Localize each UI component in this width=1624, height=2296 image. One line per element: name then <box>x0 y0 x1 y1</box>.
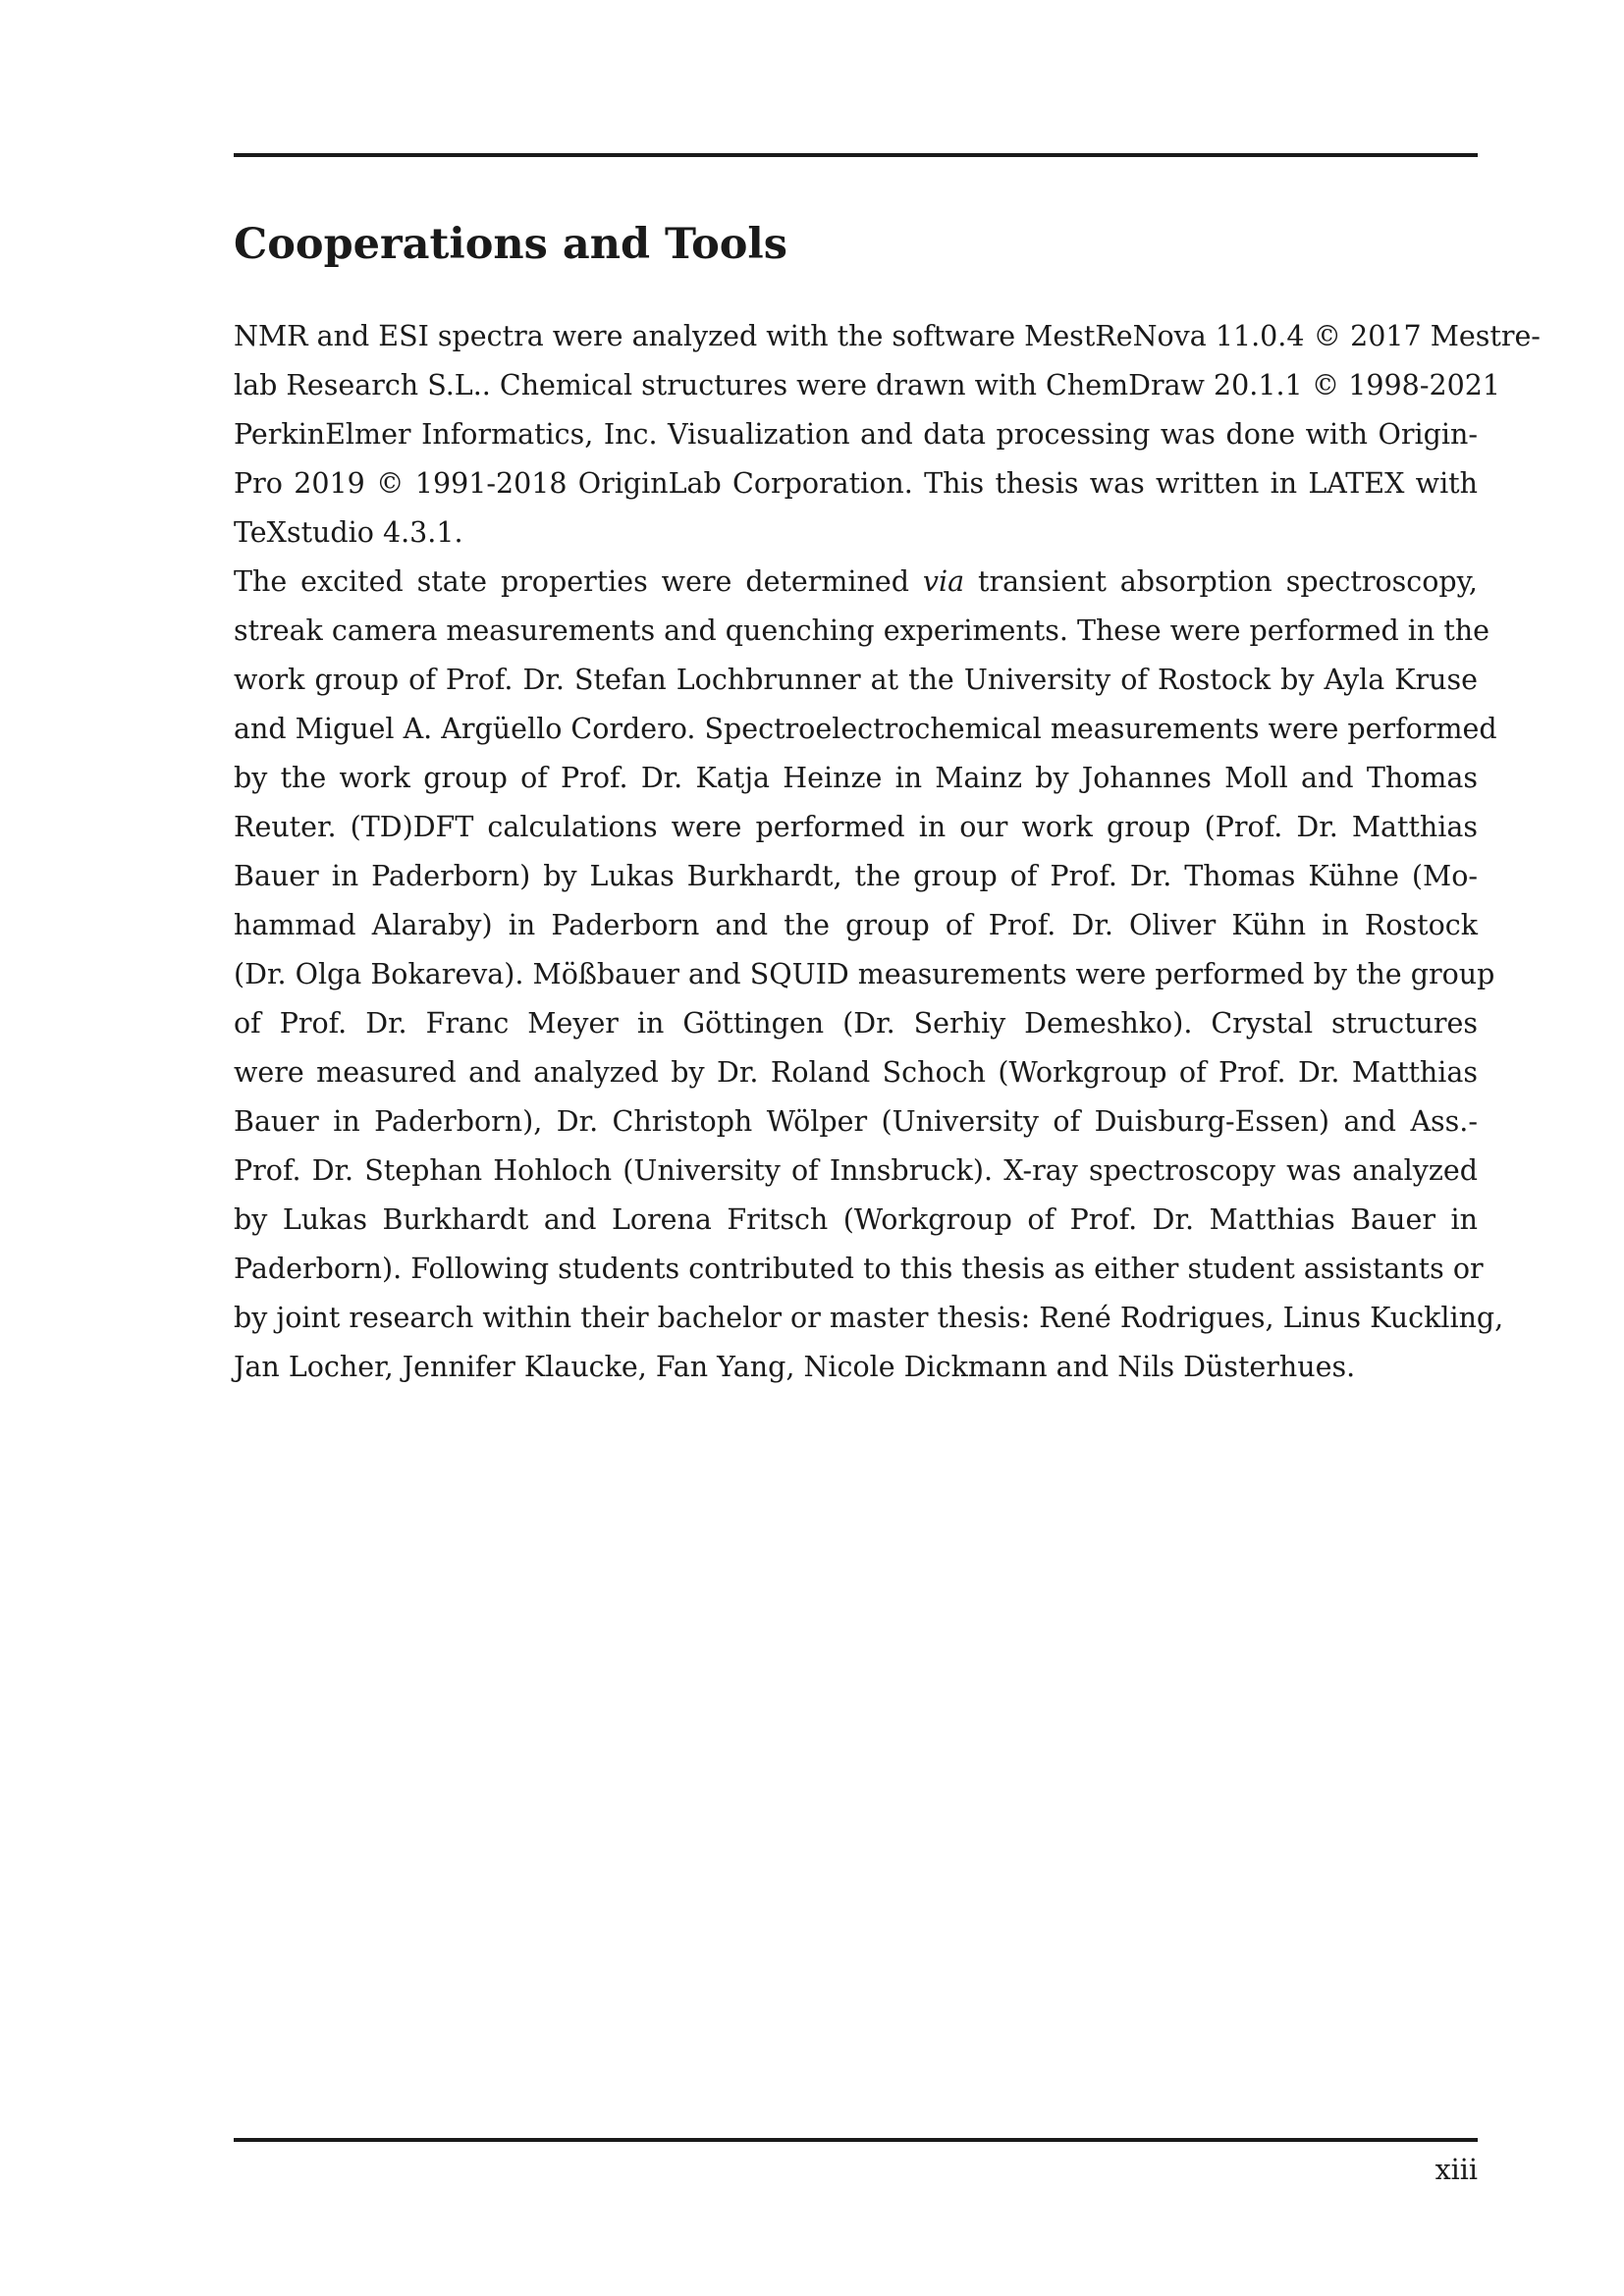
paragraph-cooperations <box>234 558 1504 1392</box>
text-line: work group of Prof. Dr. Stefan Lochbrunner at the University of Rostock by Ayla Kruse <box>234 664 1478 696</box>
text-line: Reuter. (TD)DFT calculations were performed in our work group (Prof. Dr. Matthias <box>234 811 1478 843</box>
text-line: by the work group of Prof. Dr. Katja Heinze in Mainz by Johannes Moll and Thomas <box>234 762 1478 794</box>
section-heading: Cooperations and Tools <box>234 220 787 269</box>
footer-rule <box>234 2138 1478 2142</box>
paragraph-tools <box>234 312 1541 558</box>
text-line: TeXstudio 4.3.1. <box>234 516 463 549</box>
page-number: xiii <box>1435 2154 1478 2186</box>
text-line: (Dr. Olga Bokareva). Mößbauer and SQUID measurements were performed by the group <box>234 958 1495 990</box>
text-line: by Lukas Burkhardt and Lorena Fritsch (Workgroup of Prof. Dr. Matthias Bauer in <box>234 1203 1478 1236</box>
text-fragment: transient absorption spectroscopy, <box>964 565 1478 598</box>
text-line: Pro 2019 © 1991-2018 OriginLab Corporation. This thesis was written in LATEX with <box>234 467 1478 500</box>
text-fragment: The excited state properties were determined <box>234 565 923 598</box>
italic-via: via <box>922 565 965 598</box>
text-line: of Prof. Dr. Franc Meyer in Göttingen (Dr. Serhiy Demeshko). Crystal structures <box>234 1007 1478 1040</box>
text-line: by joint research within their bachelor or master thesis: René Rodrigues, Linus Kuckling, <box>234 1302 1504 1334</box>
text-line: streak camera measurements and quenching experiments. These were performed in the <box>234 614 1489 647</box>
text-line: and Miguel A. Argüello Cordero. Spectroelectrochemical measurements were performed <box>234 713 1497 745</box>
body-text <box>234 312 1541 1392</box>
text-line: PerkinElmer Informatics, Inc. Visualization and data processing was done with Origin- <box>234 418 1478 451</box>
text-line <box>234 558 1478 607</box>
header-rule <box>234 153 1478 157</box>
text-line: Paderborn). Following students contributed to this thesis as either student assistants or <box>234 1253 1484 1285</box>
text-line: Bauer in Paderborn) by Lukas Burkhardt, the group of Prof. Dr. Thomas Kühne (Mo- <box>234 860 1478 892</box>
text-line: lab Research S.L.. Chemical structures were drawn with ChemDraw 20.1.1 © 1998-2021 <box>234 369 1500 401</box>
text-line: Bauer in Paderborn), Dr. Christoph Wölper (University of Duisburg-Essen) and Ass.- <box>234 1105 1478 1138</box>
text-line: were measured and analyzed by Dr. Roland Schoch (Workgroup of Prof. Dr. Matthias <box>234 1056 1478 1089</box>
text-line: NMR and ESI spectra were analyzed with the software MestReNova 11.0.4 © 2017 Mestre- <box>234 320 1541 352</box>
text-line: Prof. Dr. Stephan Hohloch (University of Innsbruck). X-ray spectroscopy was analyzed <box>234 1154 1478 1187</box>
text-line: Jan Locher, Jennifer Klaucke, Fan Yang, Nicole Dickmann and Nils Düsterhues. <box>234 1351 1356 1383</box>
text-line: hammad Alaraby) in Paderborn and the group of Prof. Dr. Oliver Kühn in Rostock <box>234 909 1478 941</box>
